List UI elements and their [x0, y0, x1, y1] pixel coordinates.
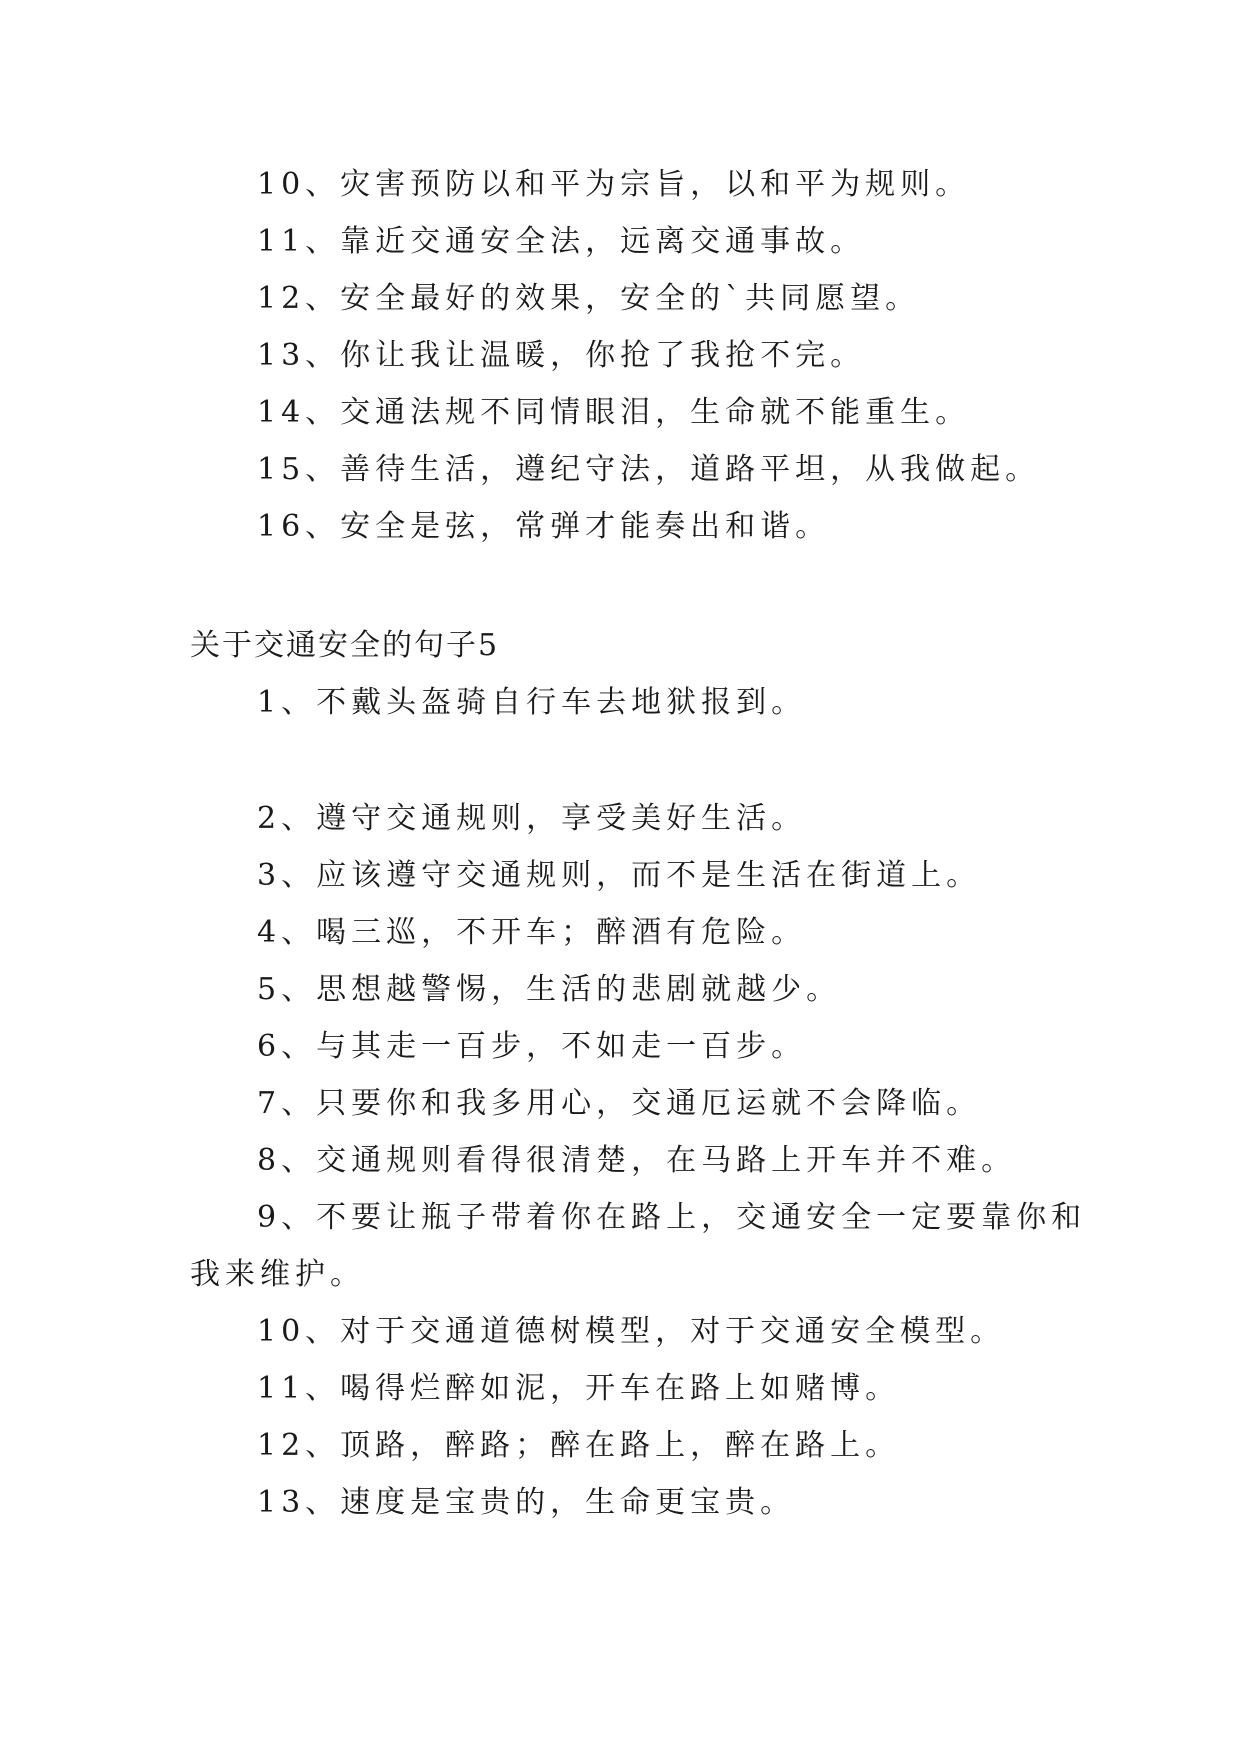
list-item: 8、交通规则看得很清楚，在马路上开车并不难。: [257, 1143, 1017, 1178]
list-item: 10、灾害预防以和平为宗旨，以和平为规则。: [257, 167, 971, 202]
list-item: 2、遵守交通规则，享受美好生活。: [257, 801, 807, 836]
list-item: 15、善待生活，遵纪守法，道路平坦，从我做起。: [257, 452, 1041, 487]
list-item: 10、对于交通道德树模型，对于交通安全模型。: [257, 1314, 1006, 1349]
list-item: 14、交通法规不同情眼泪，生命就不能重生。: [257, 395, 971, 430]
list-item: 12、安全最好的效果，安全的`共同愿望。: [257, 281, 921, 316]
list-item: 9、不要让瓶子带着你在路上，交通安全一定要靠你和: [257, 1200, 1087, 1235]
list-item-continuation: 我来维护。: [190, 1257, 365, 1292]
list-item: 1、不戴头盔骑自行车去地狱报到。: [257, 685, 807, 720]
list-item: 6、与其走一百步，不如走一百步。: [257, 1029, 807, 1064]
section-heading: 关于交通安全的句子5: [190, 628, 500, 663]
list-item: 11、靠近交通安全法，远离交通事故。: [257, 224, 866, 259]
list-item: 5、思想越警惕，生活的悲剧就越少。: [257, 972, 842, 1007]
list-item: 12、顶路，醉路；醉在路上，醉在路上。: [257, 1428, 901, 1463]
list-item: 16、安全是弦，常弹才能奏出和谐。: [257, 509, 831, 544]
list-item: 7、只要你和我多用心，交通厄运就不会降临。: [257, 1086, 982, 1121]
list-item: 3、应该遵守交通规则，而不是生活在街道上。: [257, 858, 982, 893]
list-item: 13、你让我让温暖，你抢了我抢不完。: [257, 338, 866, 373]
list-item: 4、喝三巡，不开车；醉酒有危险。: [257, 915, 807, 950]
list-item: 13、速度是宝贵的，生命更宝贵。: [257, 1485, 796, 1520]
list-item: 11、喝得烂醉如泥，开车在路上如赌博。: [257, 1371, 901, 1406]
